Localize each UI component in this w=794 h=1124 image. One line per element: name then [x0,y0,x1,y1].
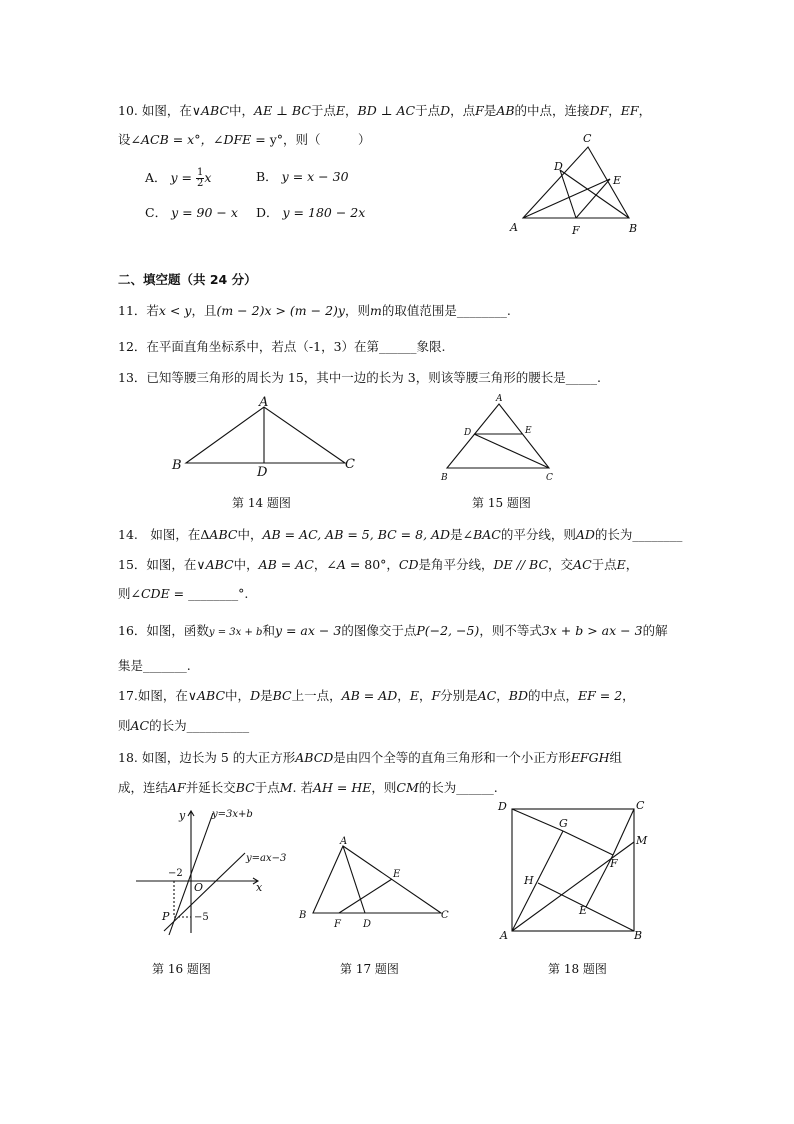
q16-math: (−2, −5) [424,623,480,638]
fraction-numerator: 1 [197,167,204,178]
q14-text: 的平分线，则 [500,527,576,542]
q11-math: m [369,303,382,318]
q17-math: BC [272,688,292,703]
q10-math: DF [589,103,609,118]
q15-math: CDE [140,586,170,601]
option-label: B． [256,169,278,184]
q15-text: 则∠ [118,586,141,601]
q10-segment-ae [523,179,610,218]
q15-text: = 80°， [345,557,399,572]
q11-text: 11．若 [118,303,159,318]
q16-math: y = 3x + b [208,627,263,638]
fig18 [495,796,660,946]
q17-text: 则 [118,718,131,733]
q10-text: ，点 [450,103,476,118]
q10-text: 设∠ [118,132,141,147]
q16-text: ，则不等式 [479,623,542,638]
q17-math: EF = 2 [578,688,623,703]
q10-option-b[interactable] [256,168,349,186]
q14-math: ABC [209,527,238,542]
q17-math: BD [508,688,528,703]
q15-math: CD [398,557,419,572]
fig18-caption: 第 18 题图 [548,962,607,976]
label-c: C [546,473,553,483]
q18-text: 组 [609,750,623,765]
q12: 12．在平面直角坐标系中，若点（-1，3）在第______象限. [118,339,446,354]
q17-text: ， [418,688,432,703]
label-a: A [340,836,348,847]
label-c: C [345,457,355,472]
q18-math: BC [235,780,255,795]
option-label: A． [145,170,167,185]
label-b: B [172,458,182,473]
q10-math: DFE [223,132,252,147]
fig14-caption: 第 14 题图 [232,496,291,510]
q17-math: AC [477,688,497,703]
q15-text: ，交 [548,557,574,572]
option-label: C． [145,205,168,220]
option-math: y = 90 − x [171,205,238,220]
q15-math: ABC [205,557,234,572]
fraction-denominator: 2 [197,178,204,189]
label-b: B [299,910,307,921]
q16-text: 的解 [642,623,668,638]
label-c: C [441,910,449,921]
label-b: B [634,929,643,942]
q10-segment-df [560,170,576,218]
q17-text: ， [397,688,410,703]
fig18-segment-ag [512,831,563,931]
fig14-triangle [186,407,345,463]
q15-text: = ________°. [169,586,249,601]
q18-text: ，则 [371,780,397,795]
label-d: D [554,160,563,173]
q16-math: 3x + b > ax − 3 [541,623,643,638]
option-math: x [204,170,212,185]
q10-option-d[interactable] [256,204,365,222]
q17-text: ， [496,688,509,703]
label-f: F [610,857,618,870]
label-d: D [363,919,372,930]
label-line1: y=3x+b [212,809,253,820]
q16-text: 和 [262,623,275,638]
label-e: E [393,869,401,880]
q15-math: AB = AC [258,557,314,572]
q18-math: AF [168,780,186,795]
label-f: F [572,224,580,237]
q15-text: 中， [233,557,259,572]
q16-math: y = ax − 3 [274,623,342,638]
fig17-caption: 第 17 题图 [340,962,399,976]
q18-math: M [279,780,293,795]
q10-figure [505,130,655,240]
fig18-square-abcd [512,809,634,931]
q18-text: 并延长交 [185,780,236,795]
q11-math: x < y [158,303,192,318]
option-math: y = 180 − 2x [282,205,366,220]
q18-line2 [118,779,498,797]
label-c: C [636,799,645,812]
q16-math: P [416,623,425,638]
q15-text: 是角平分线， [418,557,494,572]
q10-math: AB [496,103,515,118]
q15-text: ， [625,557,639,572]
q17-text: 的中点， [527,688,578,703]
q16-line1 [118,622,668,642]
fig18-segment-dg [512,809,563,831]
q18-text: 的长为______. [418,780,498,795]
label-x: x [256,881,263,894]
q18-math: ABCD [295,750,334,765]
q14-math: AB = AC, AB = 5, BC = 8, AD [262,527,451,542]
q17-text: 分别是 [440,688,478,703]
fig15-triangle [447,404,549,468]
q15-text: ，∠ [313,557,337,572]
label-e: E [579,904,588,917]
label-e: E [613,174,622,187]
q17-line2 [118,717,249,735]
label-a: A [510,221,518,234]
q17-line1 [118,687,635,705]
q18-text: 于点 [254,780,280,795]
label-b: B [629,222,638,235]
q16-line2: 集是_______. [118,658,191,673]
fig15-caption: 第 15 题图 [472,496,531,510]
q14-text: 14. 如图，在Δ [118,527,210,542]
q10-text: = y°，则（ ） [251,132,371,147]
q17-text: 上一点， [291,688,342,703]
label-minus2: −2 [168,868,183,879]
q11-math: (m − 2)x > (m − 2)y [216,303,345,318]
q15-math: E [616,557,626,572]
q10-text: ， [608,103,621,118]
q10-math: D [440,103,451,118]
fig17-triangle [313,846,441,913]
fig16-caption: 第 16 题图 [152,962,211,976]
q10-math: F [475,103,484,118]
q10-text: ABC [201,103,230,118]
fig17-segment-ef [339,879,392,913]
q15-text: 15．如图，在∨ [118,557,206,572]
label-g: G [559,817,568,830]
q18-text: 是由四个全等的直角三角形和一个小正方形 [333,750,571,765]
q13: 13．已知等腰三角形的周长为 15，其中一边的长为 3，则该等腰三角形的腰长是_____. [118,370,601,385]
label-line2: y=ax−3 [246,853,287,864]
q10-math: E [335,103,346,118]
label-d: D [464,428,472,438]
label-o: O [194,881,204,894]
label-y: y [179,809,186,822]
fig18-segment-cf [613,809,634,855]
fig16 [132,805,292,940]
q15-line2 [118,585,248,603]
q10-option-c[interactable] [145,204,238,222]
label-b: B [441,473,448,483]
q18-math: CM [396,780,419,795]
q10-text: 的中点，连接 [514,103,590,118]
q10-math: ACB [140,132,169,147]
q17-text: 17.如图，在∨ [118,688,198,703]
q10-text: ， [638,103,652,118]
label-a: A [496,394,503,404]
q17-text: ， [622,688,635,703]
label-m: M [636,834,648,847]
q10-text: 是 [483,103,497,118]
q10-text: 于点 [415,103,441,118]
option-math: y = x − 30 [281,169,349,184]
option-label: D． [256,205,279,220]
label-d: D [498,800,507,813]
label-d: D [257,465,268,480]
q10-line1 [118,102,651,120]
q15-text: 于点 [591,557,617,572]
q15-math: DE // BC [493,557,549,572]
fig14 [170,395,365,480]
q18-text: . 若 [292,780,313,795]
label-f: F [334,919,341,930]
fig18-segment-gf [563,831,613,855]
section-heading: 二、填空题（共 24 分） [118,272,257,287]
q16-text: 16．如图，函数 [118,623,209,638]
label-h: H [524,874,534,887]
q17-math: D [250,688,261,703]
q15-math: AC [573,557,592,572]
q17-text: 的长为__________ [149,718,250,733]
q10-text: ， [345,103,358,118]
q10-math: EF [620,103,639,118]
label-a: A [500,929,508,942]
fig15 [437,390,567,485]
q10-math: BD ⊥ AC [357,103,416,118]
fig17 [296,832,456,932]
q10-text: 10. 如图，在∨ [118,103,202,118]
q14-text: 中， [237,527,263,542]
q14-text: 的长为________ [594,527,683,542]
q17-text: 是 [260,688,273,703]
q14-text: 是∠ [450,527,474,542]
q17-math: AB = AD [341,688,398,703]
q10-math: AE ⊥ BC [254,103,311,118]
q11-text: ，且 [191,303,217,318]
q18-text: 18. 如图，边长为 5 的大正方形 [118,750,296,765]
q14-math: AD [575,527,595,542]
q14 [118,526,682,544]
q14-math: BAC [473,527,501,542]
q11-text: ，则 [344,303,370,318]
q17-math: F [431,688,441,703]
q11-text: 的取值范围是________. [381,303,511,318]
q10-text: 中， [229,103,255,118]
q17-text: 中， [225,688,251,703]
q15-line1 [118,556,638,574]
q10-text: 于点 [310,103,336,118]
q17-math: E [409,688,419,703]
label-a: A [259,395,269,410]
fig18-segment-fe [586,855,613,907]
label-minus5: −5 [194,912,209,923]
q10-option-a[interactable] [145,168,211,189]
q16-text: 的图像交于点 [341,623,417,638]
q18-line1 [118,749,622,767]
option-math: y = [170,170,196,185]
q15-math: A [336,557,346,572]
q18-text: 成，连结 [118,780,169,795]
fig15-segment-cd [474,434,549,468]
q18-math: AH = HE [313,780,372,795]
q18-math: EFGH [570,750,610,765]
q17-math: ABC [197,688,226,703]
label-e: E [525,426,532,436]
q11 [118,302,511,320]
label-c: C [583,132,592,145]
q10-line2 [118,131,371,149]
q10-math: = x°，∠ [168,132,224,147]
q17-math: AC [130,718,150,733]
label-p: P [162,910,170,923]
